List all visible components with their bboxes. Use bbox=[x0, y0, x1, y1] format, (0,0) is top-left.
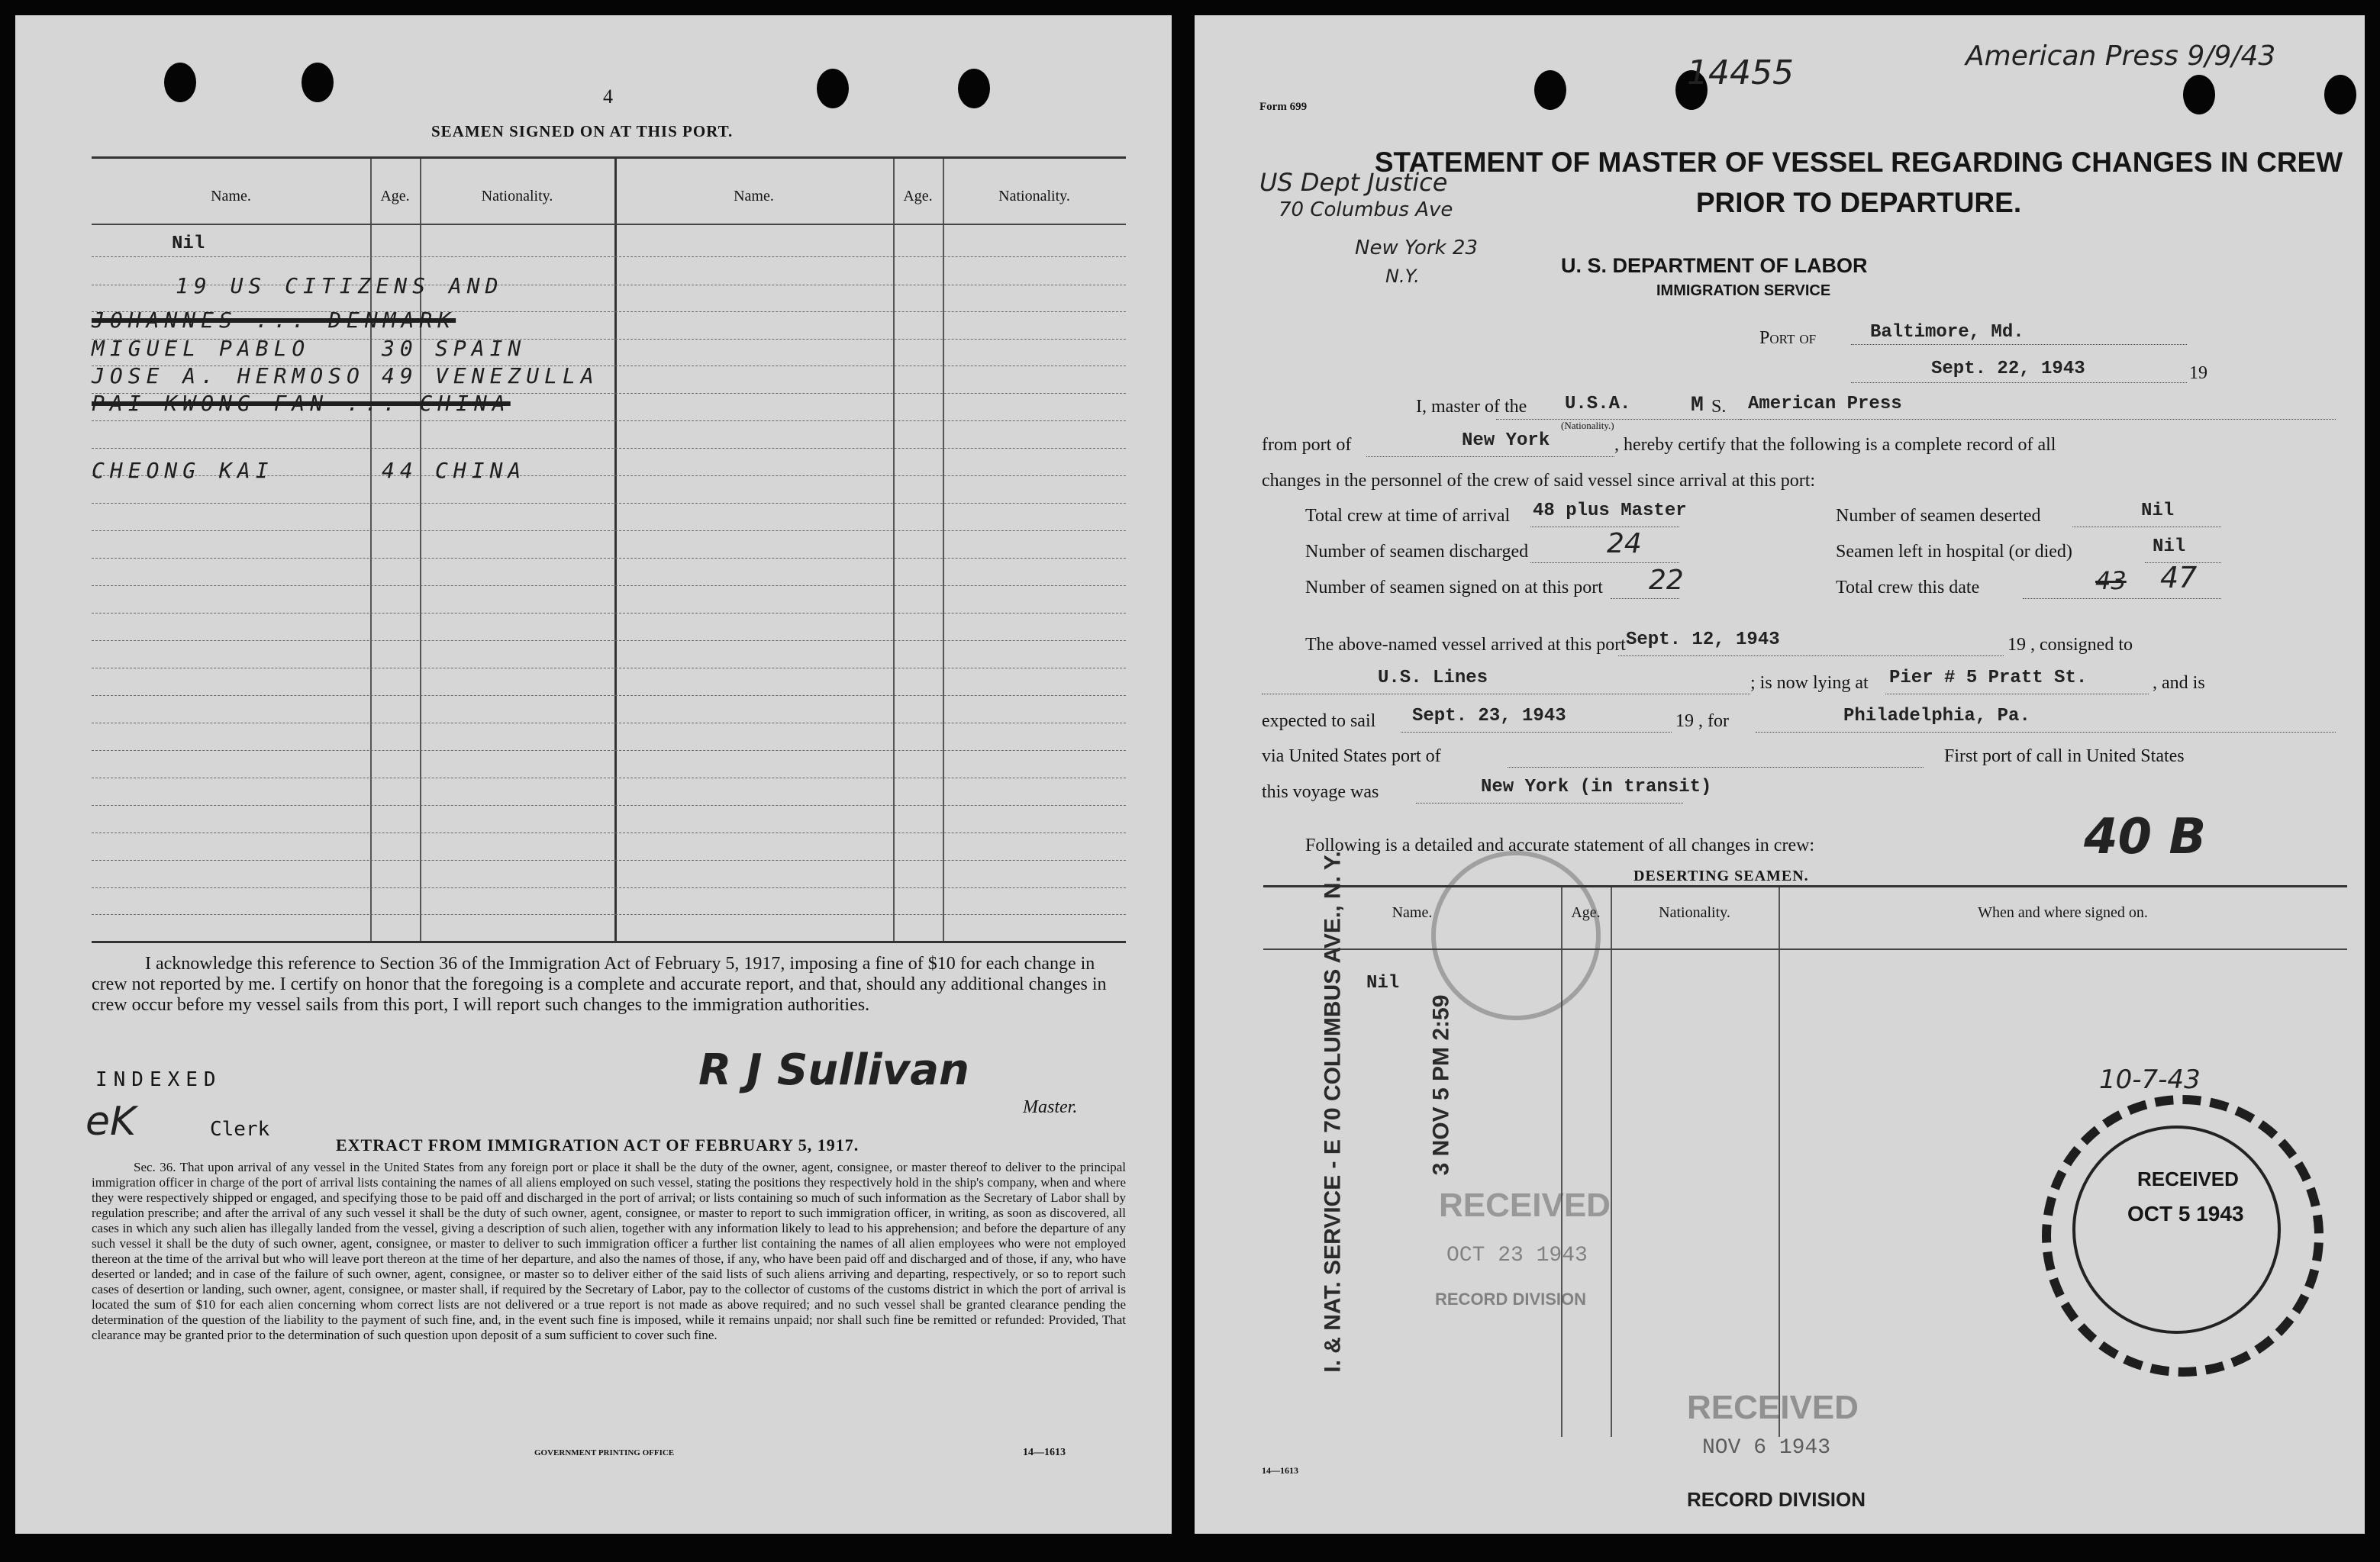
code-mark: 40 B bbox=[2084, 809, 2207, 865]
page-mark: 4 bbox=[603, 85, 613, 108]
corner-note: American Press 9/9/43 bbox=[1966, 40, 2276, 72]
round-date-note: 10-7-43 bbox=[2099, 1064, 2201, 1095]
vessel-nationality: U.S.A. bbox=[1565, 394, 1631, 414]
form-code: 14—1613 bbox=[1023, 1447, 1066, 1458]
column-header-age: Age. bbox=[1571, 904, 1601, 921]
seamen-signed-on-table bbox=[92, 156, 1126, 943]
for-label: , for bbox=[1698, 711, 1729, 731]
form-number: Form 699 bbox=[1259, 101, 1308, 113]
column-header-nationality: Nationality. bbox=[998, 188, 1070, 205]
from-port: New York bbox=[1462, 430, 1550, 451]
form-title-line1: STATEMENT OF MASTER OF VESSEL REGARDING CHANGES IN CREW bbox=[1374, 147, 2343, 178]
deserted-value: Nil bbox=[2141, 501, 2175, 521]
department: U. S. DEPARTMENT OF LABOR bbox=[1561, 254, 1868, 277]
entry-age: 44 bbox=[382, 458, 418, 483]
year-suffix: 19 bbox=[2189, 363, 2207, 383]
arrived-date: Sept. 12, 1943 bbox=[1626, 630, 1780, 650]
lying-label: ; is now lying at bbox=[1750, 673, 1869, 693]
seamen-signed-on-title: SEAMEN SIGNED ON AT THIS PORT. bbox=[431, 122, 734, 140]
vessel-name: American Press bbox=[1748, 394, 1902, 414]
received-stamp: RECEIVED bbox=[1439, 1187, 1611, 1224]
punch-hole bbox=[2183, 75, 2215, 114]
extract-title: EXTRACT FROM IMMIGRATION ACT OF FEBRUARY 5, 1917. bbox=[336, 1135, 859, 1155]
total-crew-arrival: 48 plus Master bbox=[1533, 501, 1687, 521]
discharged-label: Number of seamen discharged bbox=[1305, 542, 1529, 562]
column-header-signed-on: When and where signed on. bbox=[1978, 904, 2148, 921]
entry-name: CHEONG KAI bbox=[92, 458, 274, 483]
entry-age: 49 bbox=[382, 363, 418, 388]
left-page bbox=[15, 15, 1172, 1534]
entry-name: JOSE A. HERMOSO bbox=[92, 363, 365, 388]
deserting-title: DESERTING SEAMEN. bbox=[1633, 868, 1809, 884]
punch-hole bbox=[302, 63, 334, 102]
file-number: 14455 bbox=[1687, 53, 1794, 92]
vessel-s: S. bbox=[1711, 397, 1727, 417]
deserting-entry: Nil bbox=[1366, 973, 1400, 994]
vertical-stamp: I. & NAT. SERVICE - E 70 COLUMBUS AVE., N. Y. bbox=[1320, 851, 1346, 1373]
record-division-stamp: RECORD DIVISION bbox=[1687, 1488, 1866, 1511]
changes-text: changes in the personnel of the crew of said vessel since arrival at this port: bbox=[1262, 471, 1816, 491]
form-title-line2: PRIOR TO DEPARTURE. bbox=[1695, 187, 2022, 218]
round-stamp-date: OCT 5 1943 bbox=[2127, 1202, 2244, 1225]
column-header-nationality: Nationality. bbox=[1659, 904, 1730, 921]
punch-hole bbox=[2324, 75, 2356, 114]
column-header-name: Name. bbox=[734, 188, 774, 205]
indexed-stamp: INDEXED bbox=[95, 1068, 222, 1091]
clerk-initials: eK bbox=[85, 1099, 137, 1145]
port-label: Port of bbox=[1759, 328, 1817, 348]
entry-nil: Nil bbox=[172, 233, 205, 254]
voyage-value: New York (in transit) bbox=[1481, 777, 1712, 797]
year-suffix: 19 bbox=[1675, 711, 1694, 731]
address-note-line: 70 Columbus Ave bbox=[1279, 198, 1453, 221]
master-label: I, master of the bbox=[1416, 397, 1527, 417]
acknowledgement-text: I acknowledge this reference to Section 36 of the Immigration Act of February 5, 1917, imposing a fine of $10 for each change in crew not reported by me. I certify on honor that the foregoing is a complete and accurate report, and that, should any additional changes in crew occur before my vessel sails from this port, I will report such changes to the immigration authorities. bbox=[92, 954, 1107, 1015]
column-header-name: Name. bbox=[211, 188, 251, 205]
printing-office: GOVERNMENT PRINTING OFFICE bbox=[534, 1448, 675, 1457]
statement-date: Sept. 22, 1943 bbox=[1931, 359, 2085, 379]
right-page bbox=[1195, 15, 2365, 1534]
destination: Philadelphia, Pa. bbox=[1843, 706, 2030, 726]
discharged-value: 24 bbox=[1607, 528, 1642, 559]
expected-label: expected to sail bbox=[1262, 711, 1376, 731]
following-label: Following is a detailed and accurate statement of all changes in crew: bbox=[1305, 836, 1815, 855]
consignee: U.S. Lines bbox=[1378, 668, 1488, 688]
entry-struck: JOHANNES ... DENMARK bbox=[92, 308, 456, 333]
certify-text: , hereby certify that the following is a complete record of all bbox=[1614, 435, 2056, 455]
address-note-line: US Dept Justice bbox=[1259, 168, 1448, 197]
master-signature: R J Sullivan bbox=[698, 1045, 969, 1095]
sail-date: Sept. 23, 1943 bbox=[1412, 706, 1566, 726]
received-date: NOV 6 1943 bbox=[1702, 1436, 1831, 1460]
punch-hole bbox=[1534, 70, 1566, 110]
column-header-name: Name. bbox=[1392, 904, 1433, 921]
hospital-value: Nil bbox=[2153, 536, 2186, 557]
and-is: , and is bbox=[2153, 673, 2205, 693]
column-header-nationality: Nationality. bbox=[481, 188, 553, 205]
hospital-label: Seamen left in hospital (or died) bbox=[1836, 542, 2072, 562]
lying-at: Pier # 5 Pratt St. bbox=[1889, 668, 2088, 688]
punch-hole bbox=[164, 63, 196, 102]
first-port-label: First port of call in United States bbox=[1944, 746, 2185, 766]
column-header-age: Age. bbox=[380, 188, 410, 205]
entry-nationality: VENEZULLA bbox=[435, 363, 599, 388]
received-stamp: RECEIVED bbox=[1687, 1389, 1859, 1426]
punch-hole bbox=[817, 69, 849, 108]
clerk-label: Clerk bbox=[210, 1118, 270, 1141]
total-crew-date-label: Total crew this date bbox=[1836, 578, 1980, 597]
nationality-caption: (Nationality.) bbox=[1561, 420, 1614, 431]
entry-age: 30 bbox=[382, 336, 418, 361]
via-label: via United States port of bbox=[1262, 746, 1441, 766]
year-suffix: 19 bbox=[2008, 635, 2026, 655]
entry-struck: PAI KWONG FAN ... CHINA bbox=[92, 391, 511, 416]
total-crew-date-value: 47 bbox=[2160, 561, 2198, 594]
record-division-stamp: RECORD DIVISION bbox=[1435, 1290, 1587, 1309]
entry-name: MIGUEL PABLO bbox=[92, 336, 311, 361]
master-label: Master. bbox=[1023, 1097, 1078, 1117]
total-crew-date-struck: 43 bbox=[2095, 566, 2127, 595]
round-stamp-received: RECEIVED bbox=[2137, 1167, 2239, 1190]
faint-round-stamp bbox=[1431, 851, 1601, 1020]
entry-nationality: CHINA bbox=[435, 458, 527, 483]
total-crew-arrival-label: Total crew at time of arrival bbox=[1305, 506, 1511, 526]
vertical-stamp-date: 3 NOV 5 PM 2:59 bbox=[1428, 994, 1454, 1176]
punch-hole bbox=[958, 69, 990, 108]
address-note-line: New York 23 bbox=[1355, 237, 1479, 259]
service: IMMIGRATION SERVICE bbox=[1656, 282, 1831, 299]
signed-on-label: Number of seamen signed on at this port bbox=[1305, 578, 1603, 597]
arrived-label: The above-named vessel arrived at this port bbox=[1305, 635, 1626, 655]
address-note-line: N.Y. bbox=[1385, 266, 1420, 287]
vessel-prefix: M bbox=[1691, 394, 1704, 417]
deserted-label: Number of seamen deserted bbox=[1836, 506, 2041, 526]
received-date: OCT 23 1943 bbox=[1446, 1244, 1588, 1267]
footer-code: 14—1613 bbox=[1262, 1465, 1298, 1476]
consigned-label: , consigned to bbox=[2030, 635, 2133, 655]
port-value: Baltimore, Md. bbox=[1870, 322, 2024, 343]
entry-nationality: SPAIN bbox=[435, 336, 527, 361]
signed-on-value: 22 bbox=[1649, 565, 1684, 596]
entry-us-citizens: 19 US CITIZENS AND bbox=[176, 273, 504, 298]
voyage-label: this voyage was bbox=[1262, 782, 1379, 802]
from-port-label: from port of bbox=[1262, 435, 1352, 455]
column-header-age: Age. bbox=[903, 188, 933, 205]
extract-text: Sec. 36. That upon arrival of any vessel in the United States from any foreign port or place it shall be the duty of the owner, agent, consignee, or master thereof to deliver to the principal immigration officer in charge of the port of arrival lists containing the names of all aliens employed on such vessel, stating the positions they respectively hold in the ship's company, when and where they were respectively shipped or engaged, and specifying those to be paid off and discharged in the port of arrival; or lists containing so much of such information as the Secretary of Labor shall by regulation prescribe; and after the arrival of any such vessel it shall be the duty of such owner, agent, consignee, or master to report to such immigration officer, in writing, as soon as discovered, all cases in which any such alien has illegally landed from the vessel, giving a description of such alien, together with any information likely to lead to his apprehension; and before the departure of any such vessel it shall be the duty of such owner, agent, consignee, or master to deliver to such immigration officer a further list containing the names of all alien employees who were not employed thereon at the time of the arrival but who will leave port thereon at the time of her departure, and also the names of those, if any, who have been paid off and discharged and of those, if any, who have deserted or landed; and in case of the failure of such owner, agent, consignee, or master so to deliver either of the said lists of such aliens arriving and departing, respectively, or so to report such cases of desertion or landing, such owner, agent, consignee, or master shall, if required by the Secretary of Labor, pay to the collector of customs of the customs district in which the port of arrival is located the sum of $10 for each alien concerning whom correct lists are not delivered or a true report is not made as above required; and no such vessel shall be granted clearance pending the determination of the question of the liability to the payment of such fine, and, in the event such fine is imposed, while it remains unpaid; nor shall such fine be remitted or refunded: Provided, That clearance may be granted prior to the determination of such question upon deposit of a sum sufficient to cover such fine. bbox=[92, 1160, 1126, 1342]
